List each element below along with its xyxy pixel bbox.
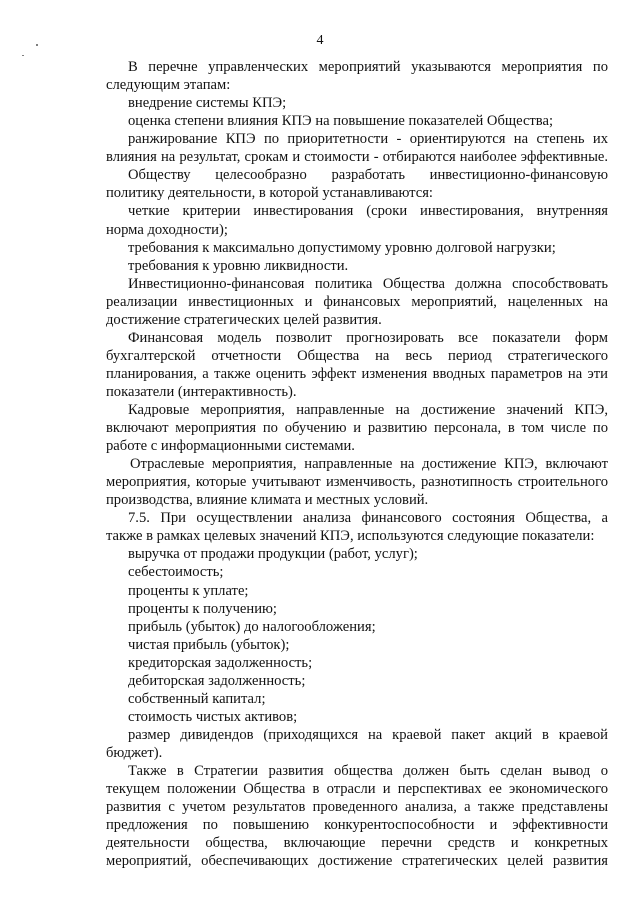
text-line: оценка степени влияния КПЭ на повышение показателей Общества;	[128, 113, 554, 130]
text-line: достижение стратегических целей развития.	[106, 311, 382, 328]
text-line: показатели (интерактивность).	[106, 383, 297, 400]
text-line: чистая прибыль (убыток);	[128, 636, 290, 653]
text-line: выручка от продажи продукции (работ, услуг);	[128, 546, 418, 563]
text-line: производства, влияние климата и местных условий.	[106, 492, 429, 509]
text-line: кредиторская задолженность;	[128, 654, 313, 671]
text-line: ранжирование КПЭ по приоритетности - ориентируются на степень их	[128, 131, 608, 148]
text-line: мероприятий, обеспечивающих достижение стратегических целей развития	[106, 853, 608, 870]
scan-speck	[36, 44, 38, 46]
text-line: дебиторская задолженность;	[128, 672, 306, 689]
text-line: В перечне управленческих мероприятий указываются мероприятия по	[128, 59, 608, 75]
text-line: прибыль (убыток) до налогообложения;	[128, 618, 376, 635]
text-line: Финансовая модель позволит прогнозировать все показатели форм	[128, 329, 608, 346]
text-line: развития с учетом результатов проведенного анализа, а также представлены	[106, 799, 608, 816]
text-line: бюджет).	[106, 744, 163, 761]
text-line: требования к максимально допустимому уровню долговой нагрузки;	[128, 239, 556, 256]
text-line: текущем положении Общества в отрасли и перспективах ее экономического	[106, 781, 608, 797]
page-number: 4	[316, 33, 324, 48]
text-line: 7.5. При осуществлении анализа финансового состояния Общества, а	[128, 510, 608, 527]
text-line: себестоимость;	[128, 564, 224, 581]
text-line: следующим этапам:	[106, 77, 231, 93]
text-line: Также в Стратегии развития общества должен быть сделан вывод о	[128, 763, 608, 779]
text-line: предложения по повышению конкурентоспособности и эффективности	[106, 817, 608, 834]
text-line: внедрение системы КПЭ;	[128, 95, 287, 112]
text-line: Кадровые мероприятия, направленные на достижение значений КПЭ,	[128, 401, 608, 418]
text-line: собственный капитал;	[128, 690, 266, 707]
text-line: требования к уровню ликвидности.	[128, 257, 349, 274]
text-line: включают мероприятия по обучению и развитию персонала, в том числе по	[106, 420, 608, 436]
text-line: Отраслевые мероприятия, направленные на достижение КПЭ, включают	[130, 456, 608, 473]
text-line: размер дивидендов (приходящихся на краевой пакет акций в краевой	[128, 726, 608, 743]
text-line: политику деятельности, в которой устанавливаются:	[106, 185, 433, 202]
text-line: планирования, а также оценить эффект изменения вводных параметров на эти	[106, 365, 608, 382]
text-line: проценты к получению;	[128, 600, 277, 617]
scan-speck	[22, 55, 24, 56]
text-line: деятельности общества, включающие перечни средств и конкретных	[106, 835, 608, 852]
text-line: норма доходности);	[106, 221, 228, 238]
text-line: проценты к уплате;	[128, 582, 249, 599]
text-line: бухгалтерской отчетности Общества на весь период стратегического	[106, 347, 608, 364]
text-line: мероприятия, которые учитывают изменчивость, разнотипность строительного	[106, 474, 608, 491]
text-line: четкие критерии инвестирования (сроки инвестирования, внутренняя	[128, 203, 608, 220]
text-line: стоимость чистых активов;	[128, 708, 298, 725]
text-line: Инвестиционно-финансовая политика Общества должна способствовать	[128, 275, 608, 292]
text-line: работе с информационными системами.	[106, 438, 355, 455]
text-line: реализации инвестиционных и финансовых мероприятий, нацеленных на	[106, 293, 608, 310]
text-line: также в рамках целевых значений КПЭ, используются следующие показатели:	[106, 528, 595, 545]
text-line: Обществу целесообразно разработать инвестиционно-финансовую	[128, 167, 608, 184]
text-line: влияния на результат, срокам и стоимости - отбираются наиболее эффективные.	[106, 149, 608, 166]
